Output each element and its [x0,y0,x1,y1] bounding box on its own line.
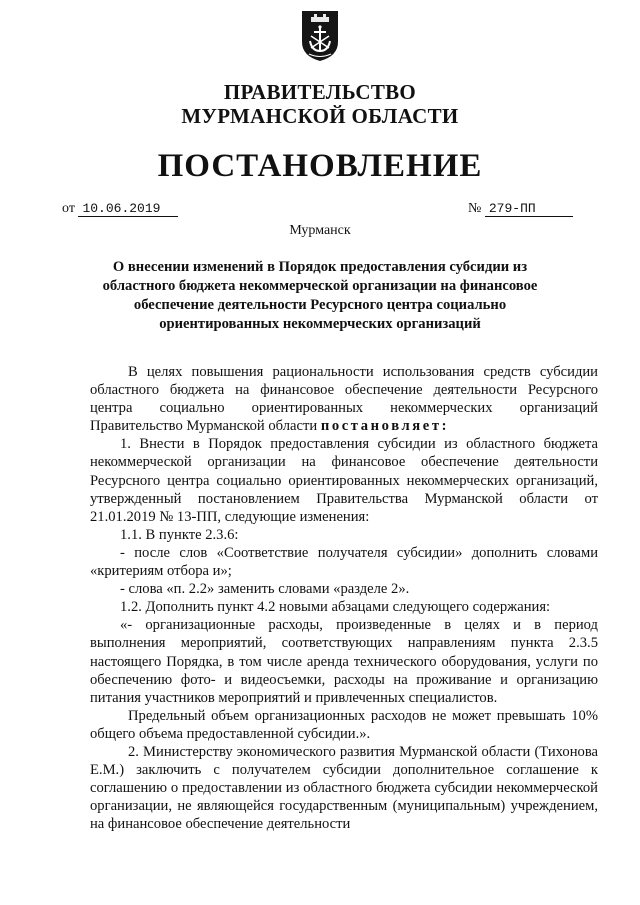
paragraph: Предельный объем организационных расходов не может превышать 10% общего объема предоставленной субсидии.». [90,707,598,742]
document-title: О внесении изменений в Порядок предоставления субсидии из областного бюджета некоммерческой организации на финансовое обеспечение деятельности Ресурсного центра социально ориентированных некоммерческих организаций [102,259,538,332]
government-name-line1: ПРАВИТЕЛЬСТВО [223,80,417,104]
document-type: ПОСТАНОВЛЕНИЕ [157,148,483,184]
city: Мурманск [289,223,351,238]
coat-of-arms-icon [299,8,341,62]
paragraph: 1.2. Дополнить пункт 4.2 новыми абзацами следующего содержания: [120,599,551,616]
number-field [468,200,573,218]
paragraph-text: В целях повышения рациональности использования средств субсидии областного бюджета на финансовое обеспечение деятельности Ресурсного центра социально ориентированных некоммерческих организаций Правительство Мурманской области [90,364,598,435]
government-name-line2: МУРМАНСКОЙ ОБЛАСТИ [181,104,459,128]
date-value: 10.06.2019 [78,201,178,217]
document-body [90,363,598,833]
decree-keyword: постановляет: [320,418,450,435]
date-label: от [62,201,75,216]
paragraph: - слова «п. 2.2» заменить словами «разделе 2». [120,581,410,598]
date-field [62,200,178,218]
number-label: № [468,201,482,216]
number-value: 279-ПП [485,201,573,217]
paragraph: 1. Внести в Порядок предоставления субсидии из областного бюджета некоммерческой организации на финансовое обеспечение деятельности Ресурсного центра социально ориентированных некоммерческих организаций, утвержденный постановлением Правительства Мурманской области от 21.01.2019 № 13-ПП, следующие изменения: [90,436,598,525]
paragraph: - после слов «Соответствие получателя субсидии» дополнить словами «критериям отбора и»; [90,544,598,580]
paragraph: «- организационные расходы, произведенные в целях и в период выполнения мероприятий, соответствующих направлениям пункта 2.3.5 настоящего Порядка, в том числе аренда технического оборудования, услуги по обеспечению фото- и видеосъемки, расходы на проживание и организацию питания участников мероприятий и привлеченных специалистов. [90,617,598,706]
paragraph: 2. Министерству экономического развития Мурманской области (Тихонова Е.М.) заключить с получателем субсидии дополнительное соглашение к соглашению о предоставлении из областного бюджета субсидии некоммерческой организации, не являющейся государственным (муниципальным) учреждением, на финансовое обеспечение деятельности [90,743,598,833]
paragraph [90,363,598,435]
paragraph: 1.1. В пункте 2.3.6: [120,526,239,543]
